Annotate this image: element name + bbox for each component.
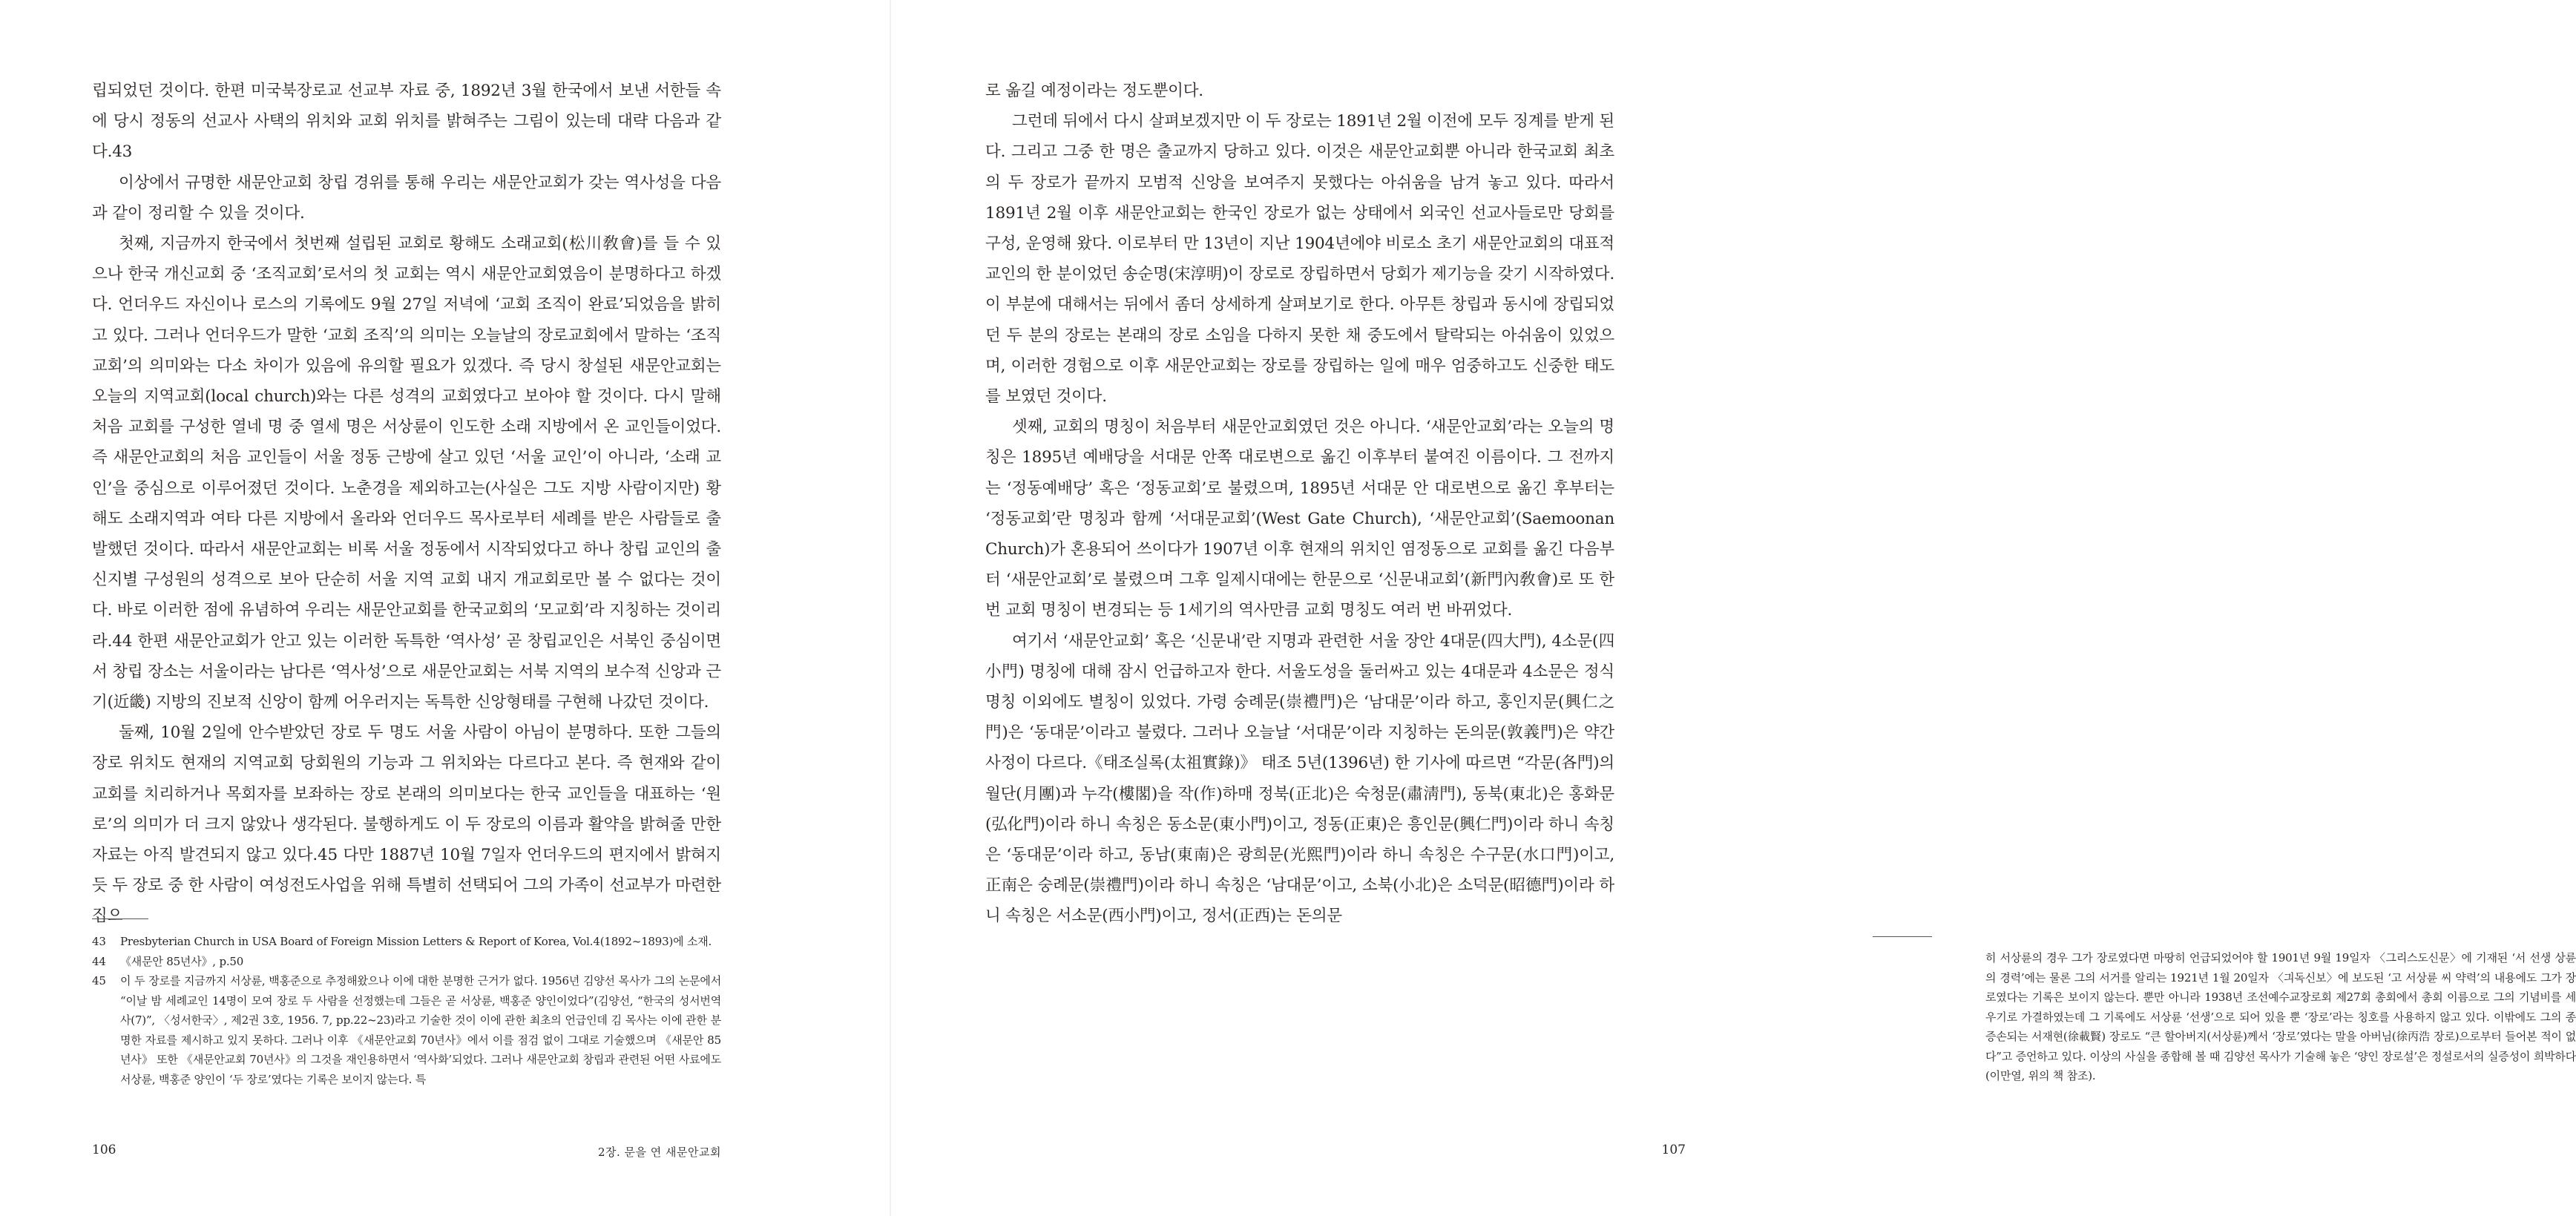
left-page bbox=[0, 0, 890, 1216]
right-page bbox=[890, 0, 2576, 1216]
footnote-text: 이 두 장로를 지금까지 서상륜, 백홍준으로 추정해왔으나 이에 대한 분명한 근거가 없다. 1956년 김양선 목사가 그의 논문에서 “이날 밤 세례교인 14명이 모여 장로 두 사람을 선정했는데 그들은 곧 서상륜, 백홍준 양인이었다”(김양선, “한국의 성서번역사(7)”, 〈성서한국〉, 제2권 3호, 1956. 7, pp.22~23)라고 기술한 것이 이에 관한 최초의 언급인데 김 목사는 이에 관한 분명한 자료를 제시하고 있지 못하다. 그러나 이후 《새문안교회 70년사》에서 이를 점검 없이 그대로 기술했으며 《새문안 85년사》 또한 《새문안교회 70년사》의 그것을 재인용하면서 ‘역사화’되었다. 그러나 새문안교회 창립과 관련된 어떤 사료에도 서상륜, 백홍준 양인이 ‘두 장로’였다는 기록은 보이지 않는다. 특 bbox=[120, 974, 721, 1086]
right-footnotes bbox=[1985, 948, 2576, 1086]
page-number-right: 107 bbox=[1661, 1143, 1686, 1157]
footnote-number: 45 bbox=[92, 974, 106, 987]
left-paragraph-4: 둘째, 10월 2일에 안수받았던 장로 두 명도 서울 사람이 아님이 분명하다. 또한 그들의 장로 위치도 현재의 지역교회 당회원의 기능과 그 위치와는 다르다고 본다. 즉 현재와 같이 교회를 치리하거나 목회자를 보좌하는 장로 본래의 의미보다는 한국 교인들을 대표하는 ‘원로’의 의미가 더 크지 않았나 생각된다. 불행하게도 이 두 장로의 이름과 활약을 밝혀줄 만한 자료는 아직 발견되지 않고 있다.45 다만 1887년 10월 7일자 언더우드의 편지에서 밝혀지듯 두 장로 중 한 사람이 여성전도사업을 위해 특별히 선택되어 그의 가족이 선교부가 마련한 집으 bbox=[92, 723, 721, 926]
right-body-text bbox=[985, 76, 1614, 932]
left-body-text bbox=[92, 76, 721, 932]
left-footnotes bbox=[92, 932, 721, 1089]
footnote-number: 44 bbox=[92, 954, 106, 968]
left-paragraph-1: 립되었던 것이다. 한편 미국북장로교 선교부 자료 중, 1892년 3월 한국에서 보낸 서한들 속에 당시 정동의 선교사 사택의 위치와 교회 위치를 밝혀주는 그림이 있는데 대략 다음과 같다.43 bbox=[92, 82, 721, 162]
footnote-number: 43 bbox=[92, 935, 106, 948]
footnote-43 bbox=[92, 932, 721, 952]
footnote-45-continued: 히 서상륜의 경우 그가 장로였다면 마땅히 언급되었어야 할 1901년 9월 19일자 〈그리스도신문〉에 기재된 ‘서 선생 상륜의 경력’에는 물론 그의 서거를 알리는 1921년 1월 20일자 〈긔독신보〉에 보도된 ‘고 서상륜 씨 약력’의 내용에도 그가 장로였다는 기록은 보이지 않는다. 뿐만 아니라 1938년 조선예수교장로회 제27회 총회에서 총회 이름으로 그의 기념비를 세우기로 가결하였는데 그 기록에도 서상륜 ‘선생’으로 되어 있을 뿐 ‘장로’라는 칭호를 사용하지 않고 있다. 이밖에도 그의 종증손되는 서재현(徐載賢) 장로도 “큰 할아버지(서상륜)께서 ‘장로’였다는 말을 아버님(徐丙浩 장로)으로부터 들어본 적이 없다”고 증언하고 있다. 이상의 사실을 종합해 볼 때 김양선 목사가 기술해 놓은 ‘양인 장로설’은 정설로서의 실증성이 희박하다(이만열, 위의 책 참조). bbox=[1985, 951, 2576, 1082]
running-head: 2장. 문을 연 새문안교회 bbox=[597, 1146, 721, 1159]
footnote-45 bbox=[92, 971, 721, 1089]
left-paragraph-3: 첫째, 지금까지 한국에서 첫번째 설립된 교회로 황해도 소래교회(松川敎會)를 들 수 있으나 한국 개신교회 중 ‘조직교회’로서의 첫 교회는 역시 새문안교회였음이 분명하다고 하겠다. 언더우드 자신이나 로스의 기록에도 9월 27일 저녁에 ‘교회 조직이 완료’되었음을 밝히고 있다. 그러나 언더우드가 말한 ‘교회 조직’의 의미는 오늘날의 장로교회에서 말하는 ‘조직 교회’의 의미와는 다소 차이가 있음에 유의할 필요가 있겠다. 즉 당시 창설된 새문안교회는 오늘의 지역교회(local church)와는 다른 성격의 교회였다고 보아야 할 것이다. 다시 말해 처음 교회를 구성한 열네 명 중 열세 명은 서상륜이 인도한 소래 지방에서 온 교인들이었다. 즉 새문안교회의 처음 교인들이 서울 정동 근방에 살고 있던 ‘서울 교인’이 아니라, ‘소래 교인’을 중심으로 이루어졌던 것이다. 노춘경을 제외하고는(사실은 그도 지방 사람이지만) 황해도 소래지역과 여타 다른 지방에서 올라와 언더우드 목사로부터 세례를 받은 사람들로 출발했던 것이다. 따라서 새문안교회는 비록 서울 정동에서 시작되었다고 하나 창립 교인의 출신지별 구성원의 성격으로 보아 단순히 서울 지역 교회 내지 개교회로만 볼 수 없다는 것이다. 바로 이러한 점에 유념하여 우리는 새문안교회를 한국교회의 ‘모교회’라 지칭하는 것이리라.44 한편 새문안교회가 안고 있는 이러한 독특한 ‘역사성’ 곧 창립교인은 서북인 중심이면서 창립 장소는 서울이라는 남다른 ‘역사성’으로 새문안교회는 서북 지역의 보수적 신앙과 근기(近畿) 지방의 진보적 신앙이 함께 어우러지는 독특한 신앙형태를 구현해 나갔던 것이다. bbox=[92, 234, 721, 712]
footnote-text: Presbyterian Church in USA Board of Foreign Mission Letters & Report of Korea, Vol.4(1892~1893)에 소재. bbox=[120, 935, 712, 948]
page-number-left: 106 bbox=[92, 1143, 116, 1157]
footnote-text: 《새문안 85년사》, p.50 bbox=[120, 954, 244, 968]
right-paragraph-1: 로 옮길 예정이라는 정도뿐이다. bbox=[985, 82, 1203, 100]
left-footnote-rule bbox=[92, 918, 148, 919]
right-footnote-rule bbox=[1873, 936, 1932, 937]
right-paragraph-2: 그런데 뒤에서 다시 살펴보겠지만 이 두 장로는 1891년 2월 이전에 모두 징계를 받게 된다. 그리고 그중 한 명은 출교까지 당하고 있다. 이것은 새문안교회뿐 아니라 한국교회 최초의 두 장로가 끝까지 모범적 신앙을 보여주지 못했다는 아쉬움을 남겨 놓고 있다. 따라서 1891년 2월 이후 새문안교회는 한국인 장로가 없는 상태에서 외국인 선교사들로만 당회를 구성, 운영해 왔다. 이로부터 만 13년이 지난 1904년에야 비로소 초기 새문안교회의 대표적 교인의 한 분이었던 송순명(宋淳明)이 장로로 장립하면서 당회가 제기능을 갖기 시작하였다. 이 부분에 대해서는 뒤에서 좀더 상세하게 살펴보기로 한다. 아무튼 창립과 동시에 장립되었던 두 분의 장로는 본래의 장로 소임을 다하지 못한 채 중도에서 탈락되는 아쉬움이 있었으며, 이러한 경험으로 이후 새문안교회는 장로를 장립하는 일에 매우 엄중하고도 신중한 태도를 보였던 것이다. bbox=[985, 112, 1614, 407]
left-paragraph-2: 이상에서 규명한 새문안교회 창립 경위를 통해 우리는 새문안교회가 갖는 역사성을 다음과 같이 정리할 수 있을 것이다. bbox=[92, 173, 721, 223]
right-paragraph-4: 여기서 ‘새문안교회’ 혹은 ‘신문내’란 지명과 관련한 서울 장안 4대문(四大門), 4소문(四小門) 명칭에 대해 잠시 언급하고자 한다. 서울도성을 둘러싸고 있는 4대문과 4소문은 정식 명칭 이외에도 별칭이 있었다. 가령 숭례문(崇禮門)은 ‘남대문’이라 하고, 홍인지문(興仁之門)은 ‘동대문’이라고 불렸다. 그러나 오늘날 ‘서대문’이라 지칭하는 돈의문(敦義門)은 약간 사정이 다르다.《태조실록(太祖實錄)》 태조 5년(1396년) 한 기사에 따르면 “각문(各門)의 월단(月團)과 누각(樓閣)을 작(作)하매 정북(正北)은 숙청문(肅淸門), 동북(東北)은 홍화문(弘化門)이라 하니 속칭은 동소문(東小門)이고, 정동(正東)은 흥인문(興仁門)이라 하니 속칭은 ‘동대문’이라 하고, 동남(東南)은 광희문(光熙門)이라 하니 속칭은 수구문(水口門)이고, 正南은 숭례문(崇禮門)이라 하니 속칭은 ‘남대문’이고, 소북(小北)은 소덕문(昭德門)이라 하니 속칭은 서소문(西小門)이고, 정서(正西)는 돈의문 bbox=[985, 631, 1614, 926]
footnote-44 bbox=[92, 952, 721, 972]
right-paragraph-3: 셋째, 교회의 명칭이 처음부터 새문안교회였던 것은 아니다. ‘새문안교회’라는 오늘의 명칭은 1895년 예배당을 서대문 안쪽 대로변으로 옮긴 이후부터 붙여진 이름이다. 그 전까지는 ‘정동예배당’ 혹은 ‘정동교회’로 불렸으며, 1895년 서대문 안 대로변으로 옮긴 후부터는 ‘정동교회’란 명칭과 함께 ‘서대문교회’(West Gate Church), ‘새문안교회’(Saemoonan Church)가 혼용되어 쓰이다가 1907년 이후 현재의 위치인 염정동으로 교회를 옮긴 다음부터 ‘새문안교회’로 불렸으며 그후 일제시대에는 한문으로 ‘신문내교회’(新門內敎會)로 또 한 번 교회 명칭이 변경되는 등 1세기의 역사만큼 교회 명칭도 여러 번 바뀌었다. bbox=[985, 418, 1614, 620]
